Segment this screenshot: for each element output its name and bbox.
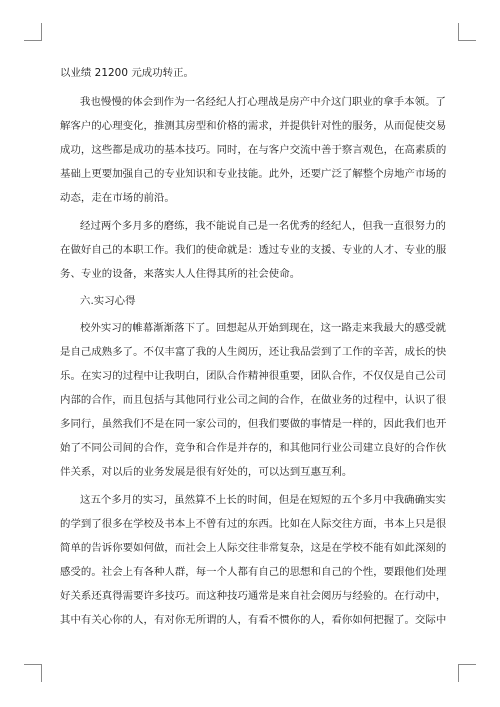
text-line: 以业绩 21200 元成功转正。	[60, 67, 194, 79]
text-line: 成功，这些都是成功的基本技巧。同时，在与客户交流中善于察言观色，在高素质的	[60, 144, 447, 156]
text-line: 好关系还真得需要许多技巧。而这种技巧通常是来自社会阅历与经验的。在行动中，	[60, 590, 447, 602]
paragraph-first-line: 这五个多月的实习，虽然算不上长的时间，但是在短短的五个多月中我确确实实	[80, 494, 446, 506]
crop-mark-top-right-h	[458, 40, 476, 41]
text-line: 在做好自己的本职工作。我们的使命就是：透过专业的支援、专业的人才、专业的服	[60, 244, 447, 256]
text-line: 多同行，虽然我们不是在同一家公司的，但我们要做的事情是一样的，因此我们也开	[60, 418, 447, 430]
text-line: 动态，走在市场的前沿。	[60, 192, 175, 204]
text-line: 内部的合作，而且包括与其他同行业公司之间的合作，在做业务的过程中，认识了很	[60, 394, 447, 406]
text-line: 是自己成熟多了。不仅丰富了我的人生阅历，还让我品尝到了工作的辛苦，成长的快	[60, 346, 447, 358]
text-line: 伴关系，对以后的业务发展是很有好处的，可以达到互惠互利。	[60, 466, 353, 478]
text-line: 基础上更要加强自己的专业知识和专业技能。此外，还要广泛了解整个房地产市场的	[60, 168, 447, 180]
crop-mark-top-right-v	[458, 23, 459, 41]
text-line: 务、专业的设备，来落实人人住得其所的社会使命。	[60, 268, 301, 280]
paragraph-first-line: 校外实习的帷幕渐渐落下了。回想起从开始到现在，这一路走来我最大的感受就	[80, 322, 446, 334]
text-line: 始了不同公司间的合作，竞争和合作是并存的，和其他同行业公司建立良好的合作伙	[60, 442, 447, 454]
crop-mark-bottom-left-v	[41, 664, 42, 682]
crop-mark-bottom-right-v	[458, 664, 459, 682]
section-heading: 六.实习心得	[80, 295, 136, 307]
text-line: 感受的。社会上有各种人群，每一个人都有自己的思想和自己的个性，要跟他们处理	[60, 566, 447, 578]
text-line: 其中有关心你的人，有对你无所谓的人，有看不惯你的人，看你如何把握了。交际中	[60, 614, 447, 626]
text-line: 的学到了很多在学校及书本上不曾有过的东西。比如在人际交往方面，书本上只是很	[60, 518, 447, 530]
paragraph-first-line: 我也慢慢的体会到作为一名经纪人打心理战是房产中介这门职业的拿手本领。了	[80, 96, 446, 108]
text-line: 解客户的心理变化，推测其房型和价格的需求，并提供针对性的服务，从而促使交易	[60, 120, 447, 132]
crop-mark-top-left-h	[24, 40, 42, 41]
paragraph-first-line: 经过两个多月多的磨练，我不能说自己是一名优秀的经纪人，但我一直很努力的	[80, 220, 446, 232]
crop-mark-bottom-left-h	[24, 664, 42, 665]
crop-mark-top-left-v	[41, 23, 42, 41]
crop-mark-bottom-right-h	[458, 664, 476, 665]
text-line: 简单的告诉你要如何做，而社会上人际交往非常复杂，这是在学校不能有如此深刻的	[60, 542, 447, 554]
text-line: 乐。在实习的过程中让我明白，团队合作精神很重要，团队合作，不仅仅是自己公司	[60, 370, 447, 382]
